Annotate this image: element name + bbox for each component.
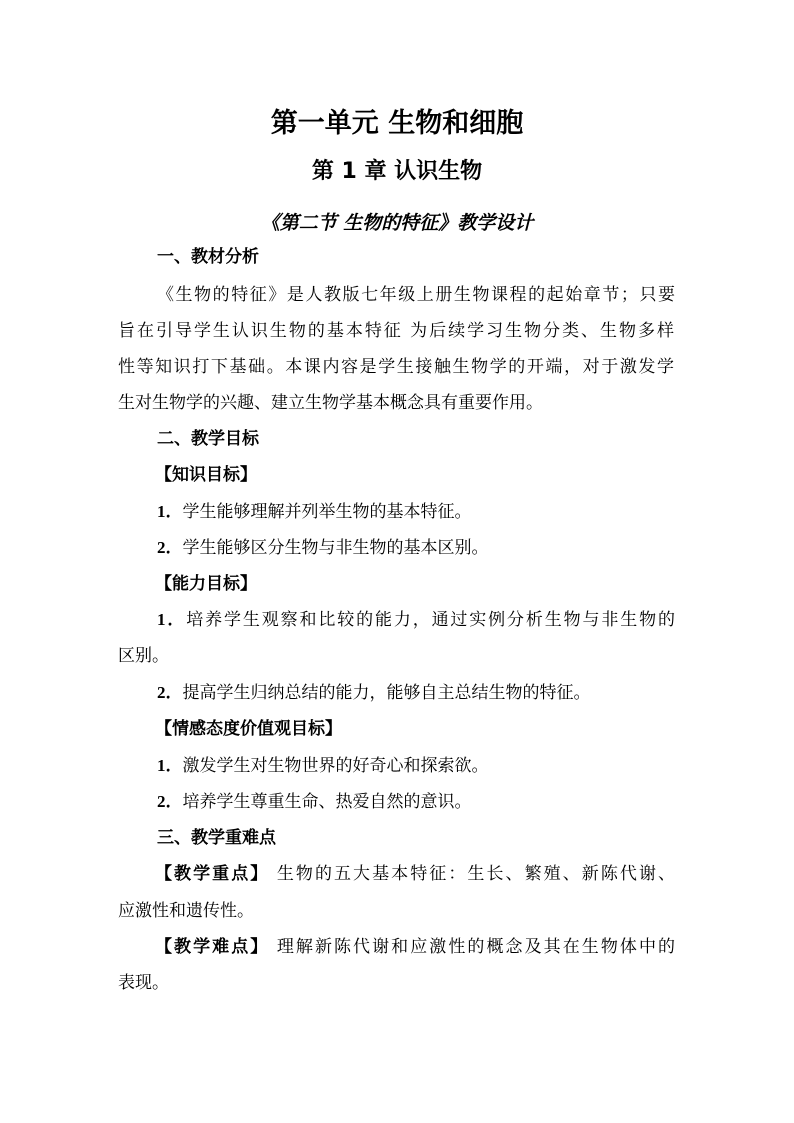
difficulty-text: 理解新陈代谢和应激性的概念及其在生物体中的 (269, 937, 676, 957)
list-text: 培养学生尊重生命、热爱自然的意识。 (182, 792, 472, 812)
section-heading-key-points: 三、教学重难点 (157, 828, 276, 848)
list-number: 1． (157, 502, 183, 521)
list-item-continuation: 区别。 (118, 646, 169, 666)
list-number: 1． (157, 756, 183, 775)
paragraph-line: 性等知识打下基础。本课内容是学生接触生物学的开端，对于激发学 (118, 357, 674, 377)
key-point-label: 【教学重点】 (155, 864, 270, 884)
list-item (157, 753, 489, 779)
list-text: 学生能够区分生物与非生物的基本区别。 (182, 538, 489, 558)
subheading-ability: 【能力目标】 (155, 574, 257, 594)
section-heading-objectives: 二、教学目标 (157, 429, 259, 449)
list-item (157, 499, 472, 525)
unit-title: 第一单元 生物和细胞 (270, 108, 524, 139)
list-item (157, 607, 675, 633)
list-text: 激发学生对生物世界的好奇心和探索欲。 (182, 756, 489, 776)
paragraph-line: 旨在引导学生认识生物的基本特征 为后续学习生物分类、生物多样 (118, 321, 674, 341)
subheading-emotion: 【情感态度价值观目标】 (155, 719, 342, 739)
subheading-knowledge: 【知识目标】 (155, 465, 257, 485)
chapter-title: 第 1 章 认识生物 (311, 159, 483, 184)
lesson-title: 《第二节 生物的特征》教学设计 (260, 212, 534, 234)
key-point-line (155, 861, 675, 887)
list-number: 2． (157, 683, 183, 702)
list-number: 2． (157, 792, 183, 811)
list-item (157, 680, 591, 706)
list-number: 1． (157, 610, 187, 629)
difficulty-continuation: 表现。 (118, 973, 169, 993)
list-text: 培养学生观察和比较的能力，通过实例分析生物与非生物的 (186, 610, 676, 630)
list-item (157, 535, 489, 561)
paragraph-line: 生对生物学的兴趣、建立生物学基本概念具有重要作用。 (118, 393, 543, 413)
list-text: 提高学生归纳总结的能力，能够自主总结生物的特征。 (182, 683, 591, 703)
key-point-text: 生物的五大基本特征：生长、繁殖、新陈代谢、 (269, 864, 676, 884)
list-text: 学生能够理解并列举生物的基本特征。 (182, 502, 472, 522)
section-heading-analysis: 一、教材分析 (157, 247, 259, 267)
list-number: 2． (157, 538, 183, 557)
difficulty-line (155, 934, 675, 960)
difficulty-label: 【教学难点】 (155, 937, 270, 957)
list-item (157, 789, 472, 815)
paragraph-line: 《生物的特征》是人教版七年级上册生物课程的起始章节；只要 (157, 285, 675, 305)
key-point-continuation: 应激性和遗传性。 (118, 901, 254, 921)
